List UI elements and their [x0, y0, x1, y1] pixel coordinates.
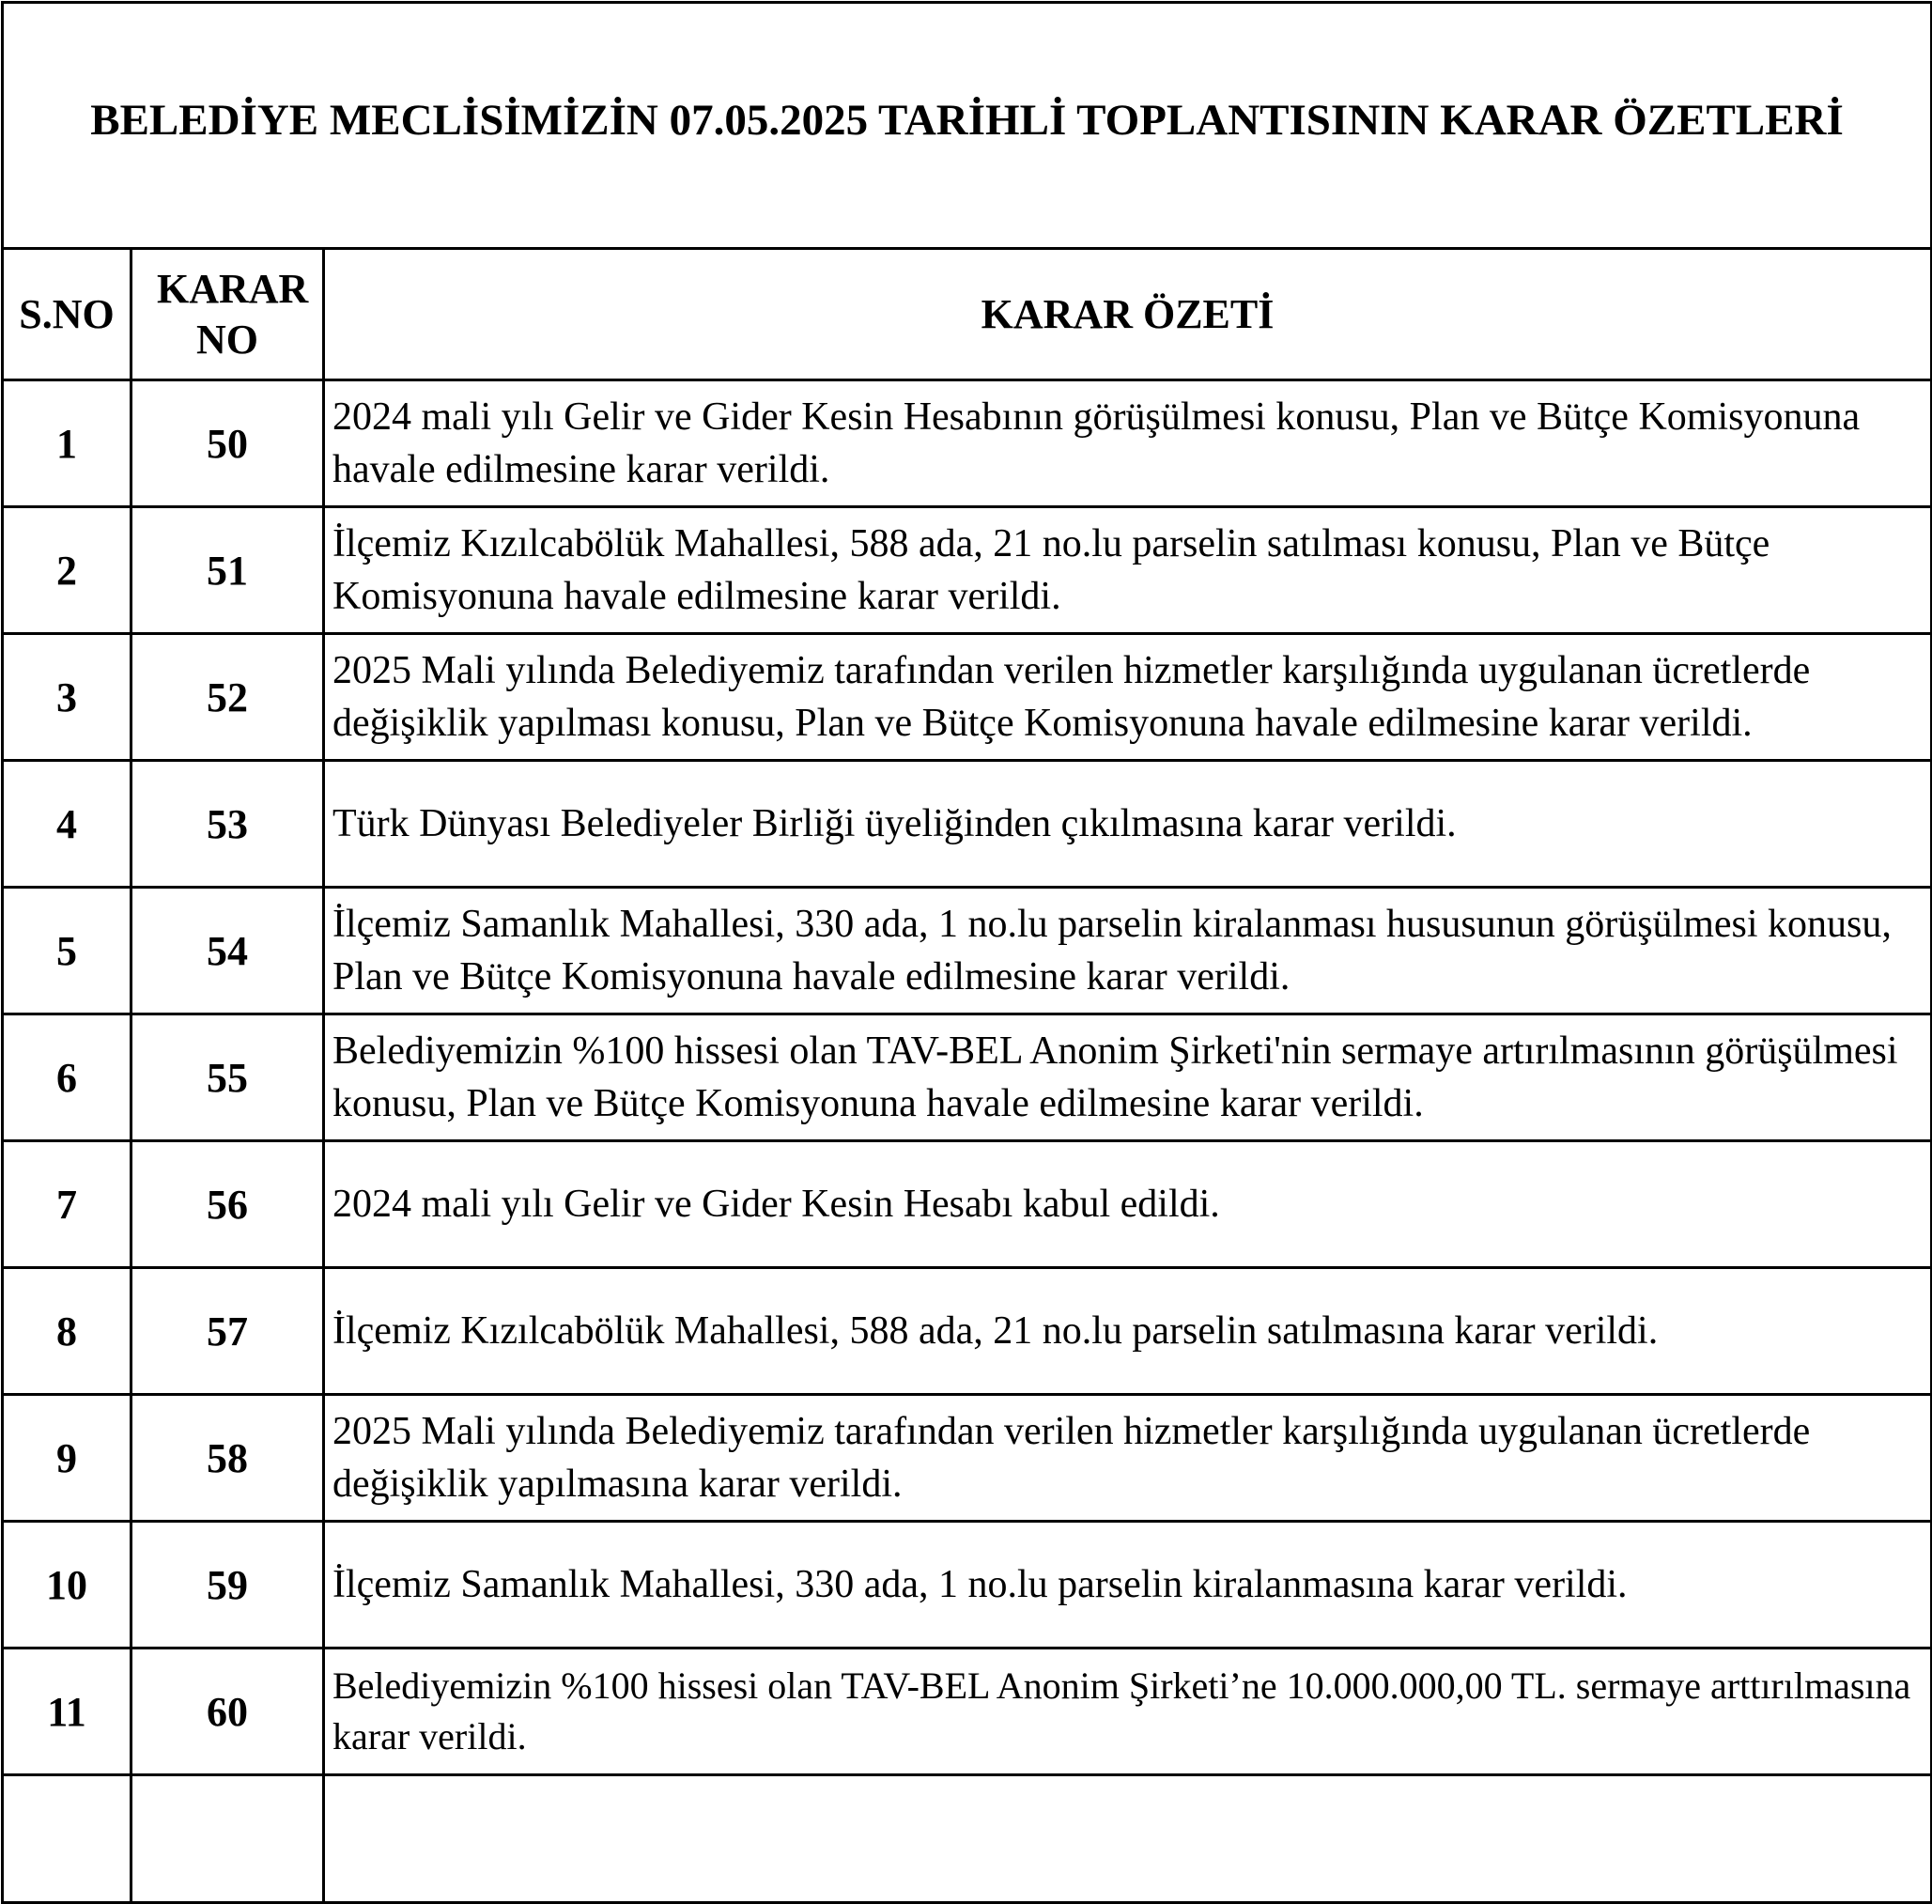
document-title: BELEDİYE MECLİSİMİZİN 07.05.2025 TARİHLİ TOPLANTISININ KARAR ÖZETLERİ — [3, 3, 1932, 249]
row-sno: 6 — [3, 1014, 131, 1141]
row-karar-ozeti: İlçemiz Kızılcabölük Mahallesi, 588 ada, 21 no.lu parselin satılması konusu, Plan ve Bütçe Komisyonuna havale edilmesine karar verildi. — [324, 507, 1932, 634]
row-karar-ozeti: Belediyemizin %100 hissesi olan TAV-BEL Anonim Şirketi’ne 10.000.000,00 TL. sermaye arttırılmasına karar verildi. — [324, 1649, 1932, 1775]
row-karar-no: 53 — [131, 761, 324, 888]
row-karar-no: 50 — [131, 380, 324, 507]
row-karar-ozeti: 2025 Mali yılında Belediyemiz tarafından verilen hizmetler karşılığında uygulanan ücretlerde değişiklik yapılmasına karar verildi. — [324, 1395, 1932, 1522]
row-karar-no: 55 — [131, 1014, 324, 1141]
header-row — [3, 249, 1932, 380]
row-karar-no: 60 — [131, 1649, 324, 1775]
row-sno: 11 — [3, 1649, 131, 1775]
table-row — [3, 507, 1932, 634]
table-row — [3, 1522, 1932, 1649]
row-karar-ozeti: 2025 Mali yılında Belediyemiz tarafından verilen hizmetler karşılığında uygulanan ücretlerde değişiklik yapılması konusu, Plan ve Bütçe Komisyonuna havale edilmesine karar verildi. — [324, 634, 1932, 761]
header-karar-no-label: KARAR NO — [157, 265, 309, 363]
table-row — [3, 634, 1932, 761]
header-karar-no — [131, 249, 324, 380]
empty-cell — [3, 1775, 131, 1903]
row-sno: 3 — [3, 634, 131, 761]
table-row — [3, 380, 1932, 507]
row-karar-no: 58 — [131, 1395, 324, 1522]
empty-cell — [324, 1775, 1932, 1903]
row-karar-ozeti: Belediyemizin %100 hissesi olan TAV-BEL Anonim Şirketi'nin sermaye artırılmasının görüşülmesi konusu, Plan ve Bütçe Komisyonuna havale edilmesine karar verildi. — [324, 1014, 1932, 1141]
empty-cell — [131, 1775, 324, 1903]
table-row — [3, 1141, 1932, 1268]
row-sno: 2 — [3, 507, 131, 634]
header-sno: S.NO — [3, 249, 131, 380]
row-karar-no: 56 — [131, 1141, 324, 1268]
row-karar-ozeti: Türk Dünyası Belediyeler Birliği üyeliğinden çıkılmasına karar verildi. — [324, 761, 1932, 888]
table-row — [3, 1649, 1932, 1775]
row-sno: 10 — [3, 1522, 131, 1649]
row-karar-no: 57 — [131, 1268, 324, 1395]
row-karar-no: 54 — [131, 888, 324, 1014]
table-row — [3, 761, 1932, 888]
row-karar-ozeti: İlçemiz Samanlık Mahallesi, 330 ada, 1 no.lu parselin kiralanmasına karar verildi. — [324, 1522, 1932, 1649]
row-karar-no: 52 — [131, 634, 324, 761]
row-karar-ozeti: İlçemiz Kızılcabölük Mahallesi, 588 ada, 21 no.lu parselin satılmasına karar verildi. — [324, 1268, 1932, 1395]
table-row — [3, 1395, 1932, 1522]
row-karar-ozeti: 2024 mali yılı Gelir ve Gider Kesin Hesabı kabul edildi. — [324, 1141, 1932, 1268]
row-sno: 1 — [3, 380, 131, 507]
row-karar-ozeti: İlçemiz Samanlık Mahallesi, 330 ada, 1 no.lu parselin kiralanması hususunun görüşülmesi konusu, Plan ve Bütçe Komisyonuna havale edilmesine karar verildi. — [324, 888, 1932, 1014]
empty-table-row — [3, 1775, 1932, 1903]
row-sno: 7 — [3, 1141, 131, 1268]
row-sno: 4 — [3, 761, 131, 888]
title-row — [3, 3, 1932, 249]
row-karar-no: 59 — [131, 1522, 324, 1649]
table-row — [3, 1014, 1932, 1141]
table-row — [3, 1268, 1932, 1395]
table-row — [3, 888, 1932, 1014]
header-karar-ozeti: KARAR ÖZETİ — [324, 249, 1932, 380]
row-karar-no: 51 — [131, 507, 324, 634]
decision-summary-table — [1, 1, 1932, 1904]
row-sno: 8 — [3, 1268, 131, 1395]
row-karar-ozeti: 2024 mali yılı Gelir ve Gider Kesin Hesabının görüşülmesi konusu, Plan ve Bütçe Komisyonuna havale edilmesine karar verildi. — [324, 380, 1932, 507]
row-sno: 5 — [3, 888, 131, 1014]
row-sno: 9 — [3, 1395, 131, 1522]
